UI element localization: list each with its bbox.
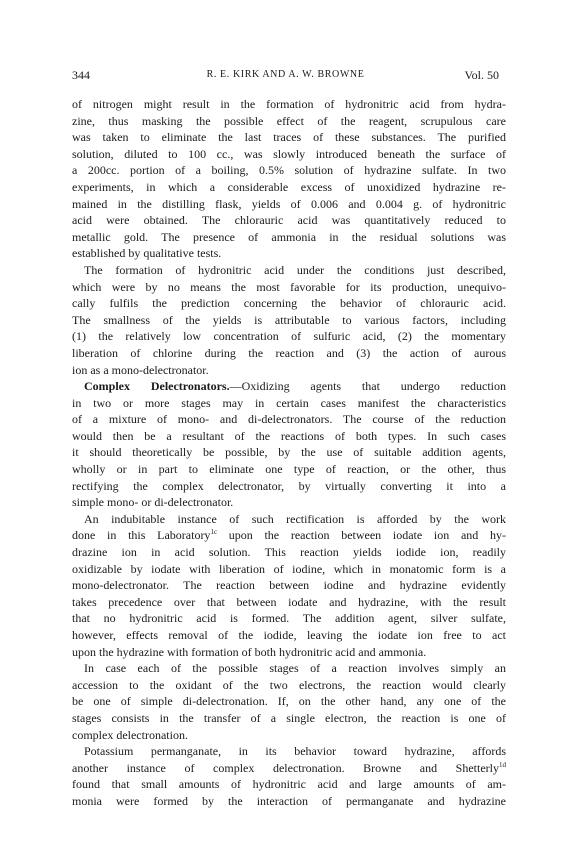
volume-label: Vol. 50 <box>464 68 499 82</box>
line-text: would then be a resultant of the reactions of both types. In such cases <box>72 428 506 443</box>
line-text: it should theoretically be possible, by the use of suitable addition agents, <box>72 445 506 460</box>
line-text: cally fulfils the prediction concerning the behavior of chlorauric acid. <box>72 296 506 311</box>
text-line <box>72 760 506 777</box>
line-text: wholly or in part to eliminate one type of reaction, or the other, thus <box>72 462 506 477</box>
line-text: however, effects removal of the iodide, leaving the iodate ion free to act <box>72 628 506 642</box>
line-text: takes precedence over that between iodate and hydrazine, with the result <box>72 594 506 609</box>
line-text: metallic gold. The presence of ammonia in the residual solutions was <box>72 229 506 244</box>
line-text: of a mixture of mono- and di-delectronators. The course of the reduction <box>72 412 506 427</box>
text-line <box>72 660 506 677</box>
text-line <box>72 444 506 461</box>
text-line <box>72 245 506 262</box>
line-text: mained in the distilling flask, yields of 0.006 and 0.004 g. of hydronitric <box>72 196 506 211</box>
text-line <box>72 196 506 213</box>
text-line <box>72 428 506 445</box>
text-line <box>72 295 506 312</box>
text-line <box>72 312 506 329</box>
text-line <box>72 527 506 544</box>
text-line <box>72 461 506 478</box>
text-line <box>72 710 506 727</box>
text-line <box>72 644 506 661</box>
section-heading: Complex Delectronators. <box>84 379 230 394</box>
text-line <box>72 113 506 130</box>
line-text: liberation of chlorine during the reaction and (3) the action of aurous <box>72 345 506 360</box>
line-text: drazine ion in acid solution. This reaction yields iodide ion, readily <box>72 545 506 560</box>
text-line <box>72 727 506 744</box>
line-text: solution, diluted to 100 cc., was slowly introduced beneath the surface of <box>72 146 506 161</box>
text-line <box>72 179 506 196</box>
line-text: Potassium permanganate, in its behavior toward hydrazine, affords <box>84 744 506 759</box>
text-line <box>72 229 506 246</box>
text-line <box>72 395 506 412</box>
line-text: rectifying the complex delectronator, by virtually converting it into a <box>72 478 506 493</box>
text-line <box>72 677 506 694</box>
text-line <box>72 610 506 627</box>
text-line <box>72 212 506 229</box>
line-text: ion as a mono-delectronator. <box>72 362 209 377</box>
text-line <box>72 511 506 528</box>
line-text: oxidizable by iodate with liberation of iodine, which in monatomic form is a <box>72 561 506 576</box>
line-text: simple mono- or di-delectronator. <box>72 495 234 510</box>
text-line <box>72 129 506 146</box>
line-text-continued: upon the reaction between iodate ion and hy- <box>217 528 506 543</box>
text-line <box>72 776 506 793</box>
text-line <box>72 594 506 611</box>
line-text: done in this Laboratory <box>72 528 211 543</box>
running-header <box>72 66 499 84</box>
line-text: In case each of the possible stages of a reaction involves simply an <box>84 661 506 676</box>
line-text: of nitrogen might result in the formation of hydronitric acid from hydra- <box>72 97 506 111</box>
page-number: 344 <box>72 68 90 82</box>
text-line <box>72 328 506 345</box>
text-line <box>72 544 506 561</box>
line-text: acid were obtained. The chlorauric acid was quantitatively reduced to <box>72 213 506 228</box>
line-text: —Oxidizing agents that undergo reduction <box>229 379 506 394</box>
body-text <box>72 96 506 810</box>
line-text: mono-delectronator. The reaction between iodine and hydrazine evidently <box>72 578 506 593</box>
text-line <box>72 162 506 179</box>
line-text: monia were formed by the interaction of permanganate and hydrazine <box>72 793 506 808</box>
line-text: established by qualitative tests. <box>72 246 222 261</box>
text-line <box>72 561 506 578</box>
text-line <box>72 627 506 644</box>
text-line <box>72 411 506 428</box>
line-text: which were by no means the most favorable for its production, unequivo- <box>72 279 506 294</box>
text-line <box>72 743 506 760</box>
line-text: complex delectronation. <box>72 727 188 742</box>
line-text: found that small amounts of hydronitric acid and large amounts of am- <box>72 777 506 792</box>
line-text: upon the hydrazine with formation of both hydronitric acid and ammonia. <box>72 644 427 659</box>
text-line <box>72 279 506 296</box>
line-text: that no hydronitric acid is formed. The addition agent, silver sulfate, <box>72 611 506 626</box>
text-line <box>72 262 506 279</box>
text-line <box>72 693 506 710</box>
text-line <box>72 494 506 511</box>
line-text: accession to the oxidant of the two electrons, the reaction would clearly <box>72 677 506 692</box>
line-text: in two or more stages may in certain cases manifest the characteristics <box>72 395 506 410</box>
line-text: An indubitable instance of such rectification is afforded by the work <box>84 511 506 526</box>
text-line <box>72 96 506 113</box>
line-text: (1) the relatively low concentration of sulfuric acid, (2) the momentary <box>72 329 506 344</box>
text-line <box>72 378 506 395</box>
text-line <box>72 345 506 362</box>
line-text: another instance of complex delectronation. Browne and Shetterly <box>72 760 499 775</box>
line-text: The smallness of the yields is attributable to various factors, including <box>72 312 506 327</box>
line-text: stages consists in the transfer of a single electron, the reaction is one of <box>72 710 506 725</box>
line-text: The formation of hydronitric acid under the conditions just described, <box>84 262 506 277</box>
text-line <box>72 478 506 495</box>
text-line <box>72 362 506 379</box>
citation-superscript: 1c <box>210 528 218 537</box>
text-line <box>72 577 506 594</box>
line-text: experiments, in which a considerable excess of unoxidized hydrazine re- <box>72 179 506 194</box>
line-text: zine, thus masking the possible effect of the reagent, scrupulous care <box>72 113 506 128</box>
line-text: be one of simple di-delectronation. If, on the other hand, any one of the <box>72 694 506 709</box>
line-text: was taken to eliminate the last traces of these substances. The purified <box>72 130 506 145</box>
citation-superscript: 1d <box>499 760 506 769</box>
text-line <box>72 146 506 163</box>
line-text: a 200cc. portion of a boiling, 0.5% solution of hydrazine sulfate. In two <box>72 163 506 178</box>
text-line <box>72 793 506 810</box>
running-title: R. E. KIRK AND A. W. BROWNE <box>206 69 365 80</box>
